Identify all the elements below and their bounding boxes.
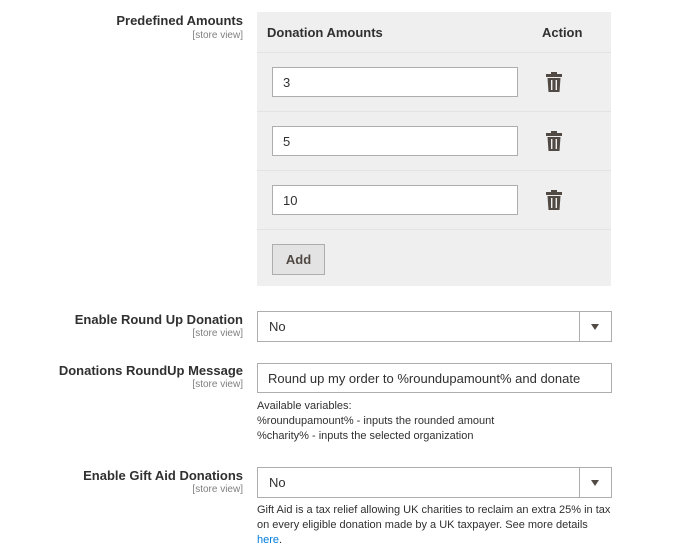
- table-row: [257, 171, 611, 230]
- note-variable-roundupamount: %roundupamount% - inputs the rounded amount: [257, 415, 495, 427]
- round-up-select[interactable]: [257, 311, 612, 342]
- grid-header: [257, 12, 611, 53]
- round-up-selected-value: No: [269, 319, 286, 334]
- donation-amount-input-2[interactable]: [272, 126, 518, 156]
- roundup-message-label: Donations RoundUp Message: [58, 363, 243, 378]
- column-header-action: Action: [542, 25, 583, 40]
- gift-aid-note: [257, 503, 612, 548]
- donation-amounts-grid: [257, 12, 611, 286]
- gift-aid-here-link[interactable]: here: [257, 534, 280, 546]
- gift-aid-selected-value: No: [269, 475, 286, 490]
- table-row: [257, 53, 611, 112]
- predefined-amounts-scope: [store view]: [192, 30, 243, 41]
- trash-icon[interactable]: [545, 72, 563, 92]
- gift-aid-note-end: .: [279, 534, 283, 546]
- roundup-message-input[interactable]: [257, 363, 612, 393]
- gift-aid-select[interactable]: [257, 467, 612, 498]
- chevron-down-icon[interactable]: [579, 312, 611, 341]
- note-title: Available variables:: [257, 400, 352, 412]
- predefined-amounts-label: Predefined Amounts: [116, 13, 243, 28]
- roundup-message-scope: [store view]: [192, 379, 243, 390]
- gift-aid-scope: [store view]: [192, 484, 243, 495]
- round-up-scope: [store view]: [192, 328, 243, 339]
- add-amount-button[interactable]: Add: [272, 244, 325, 275]
- table-row: [257, 112, 611, 171]
- gift-aid-note-text: Gift Aid is a tax relief allowing UK charities to reclaim an extra 25% in tax on every eligible donation made by a UK taxpayer. See more details: [257, 504, 611, 531]
- chevron-down-icon[interactable]: [579, 468, 611, 497]
- donation-amount-input-3[interactable]: [272, 185, 518, 215]
- trash-icon[interactable]: [545, 131, 563, 151]
- trash-icon[interactable]: [545, 190, 563, 210]
- round-up-label: Enable Round Up Donation: [74, 312, 243, 327]
- gift-aid-label: Enable Gift Aid Donations: [83, 468, 243, 483]
- donation-amount-input-1[interactable]: [272, 67, 518, 97]
- note-variable-charity: %charity% - inputs the selected organization: [257, 430, 474, 442]
- column-header-donation-amounts: Donation Amounts: [267, 25, 383, 40]
- roundup-message-note: [257, 399, 612, 444]
